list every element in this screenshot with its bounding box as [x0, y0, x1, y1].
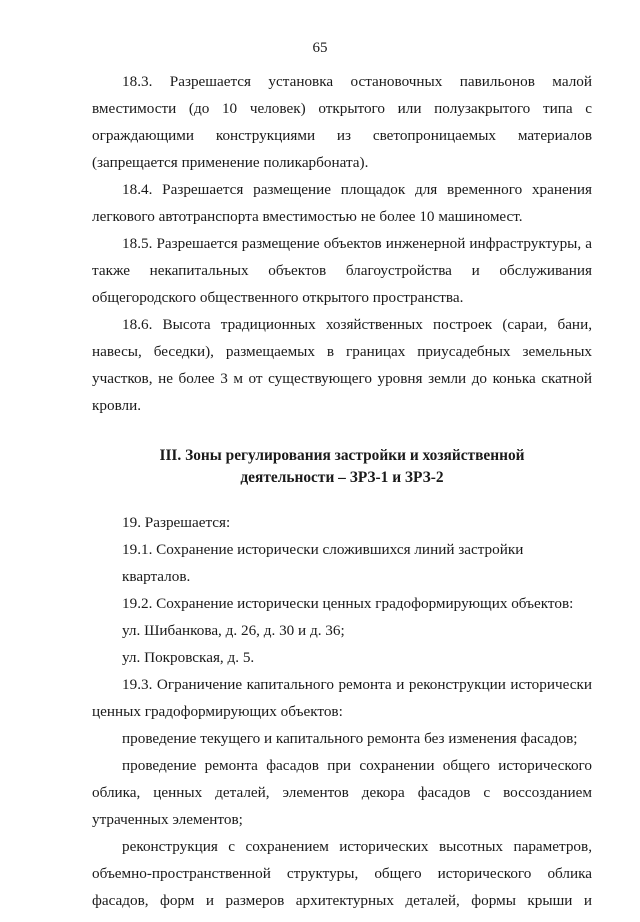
paragraph-current-repair: [92, 725, 592, 752]
text-line: навесы, беседки), размещаемых в границах приусадебных земельных: [92, 343, 592, 360]
paragraph-18-4: [92, 176, 592, 230]
paragraph-reconstruction: [92, 833, 592, 914]
text-line: также некапитальных объектов благоустройства и обслуживания: [92, 262, 592, 279]
paragraph-18-6: [92, 311, 592, 419]
text-line: ограждающими конструкциями из светопроницаемых материалов: [92, 127, 592, 144]
text-line: 19.3. Ограничение капитального ремонта и реконструкции исторически: [122, 676, 592, 693]
text-line: 19. Разрешается:: [122, 514, 231, 531]
simple-lines: [92, 509, 592, 671]
text-line: 18.3. Разрешается установка остановочных павильонов малой: [122, 73, 592, 90]
text-line: 19.1. Сохранение исторически сложившихся линий застройки кварталов.: [122, 541, 524, 585]
text-line: 19.2. Сохранение исторически ценных градоформирующих объектов:: [122, 595, 574, 612]
text-line: кровли.: [92, 397, 142, 414]
paragraph-18-3: [92, 68, 592, 176]
text-line: фасадов, форм и размеров архитектурных деталей, формы крыши и: [92, 892, 592, 909]
text-line: утраченных элементов;: [92, 811, 243, 828]
paragraph-19-3: [92, 671, 592, 725]
text-line: 18.5. Разрешается размещение объектов инженерной инфраструктуры, а: [122, 235, 592, 252]
text-line: (запрещается применение поликарбоната).: [92, 154, 369, 171]
text-line: общегородского общественного открытого пространства.: [92, 289, 464, 306]
text-line: ценных градоформирующих объектов:: [92, 703, 343, 720]
text-line: ул. Покровская, д. 5.: [122, 649, 255, 666]
text-line: ул. Шибанкова, д. 26, д. 30 и д. 36;: [122, 622, 345, 639]
text-line: 18.4. Разрешается размещение площадок для временного хранения: [122, 181, 592, 198]
text-line: вместимости (до 10 человек) открытого или полузакрытого типа с: [92, 100, 592, 117]
text-line: участков, не более 3 м от существующего уровня земли до конька скатной: [92, 370, 592, 387]
text-line: реконструкция с сохранением исторических высотных параметров,: [122, 838, 592, 855]
page-number: 65: [312, 40, 328, 56]
paragraph-facade-repair: [92, 752, 592, 833]
text-line: легкового автотранспорта вместимостью не более 10 машиномест.: [92, 208, 523, 225]
text-line: проведение ремонта фасадов при сохранении общего исторического: [122, 757, 592, 774]
text-line: проведение текущего и капитального ремонта без изменения фасадов;: [122, 730, 578, 747]
section-heading-line: III. Зоны регулирования застройки и хозяйственной: [159, 447, 525, 464]
text-line: 18.6. Высота традиционных хозяйственных построек (сараи, бани,: [122, 316, 592, 333]
paragraph-18-5: [92, 230, 592, 311]
section-heading: [92, 445, 592, 489]
text-line: облика, ценных деталей, элементов декора фасадов с воссозданием: [92, 784, 592, 801]
section-heading-line: деятельности – ЗРЗ-1 и ЗРЗ-2: [240, 469, 444, 486]
document-body: [92, 68, 592, 914]
text-line: объемно-пространственной структуры, общего исторического облика: [92, 865, 592, 882]
